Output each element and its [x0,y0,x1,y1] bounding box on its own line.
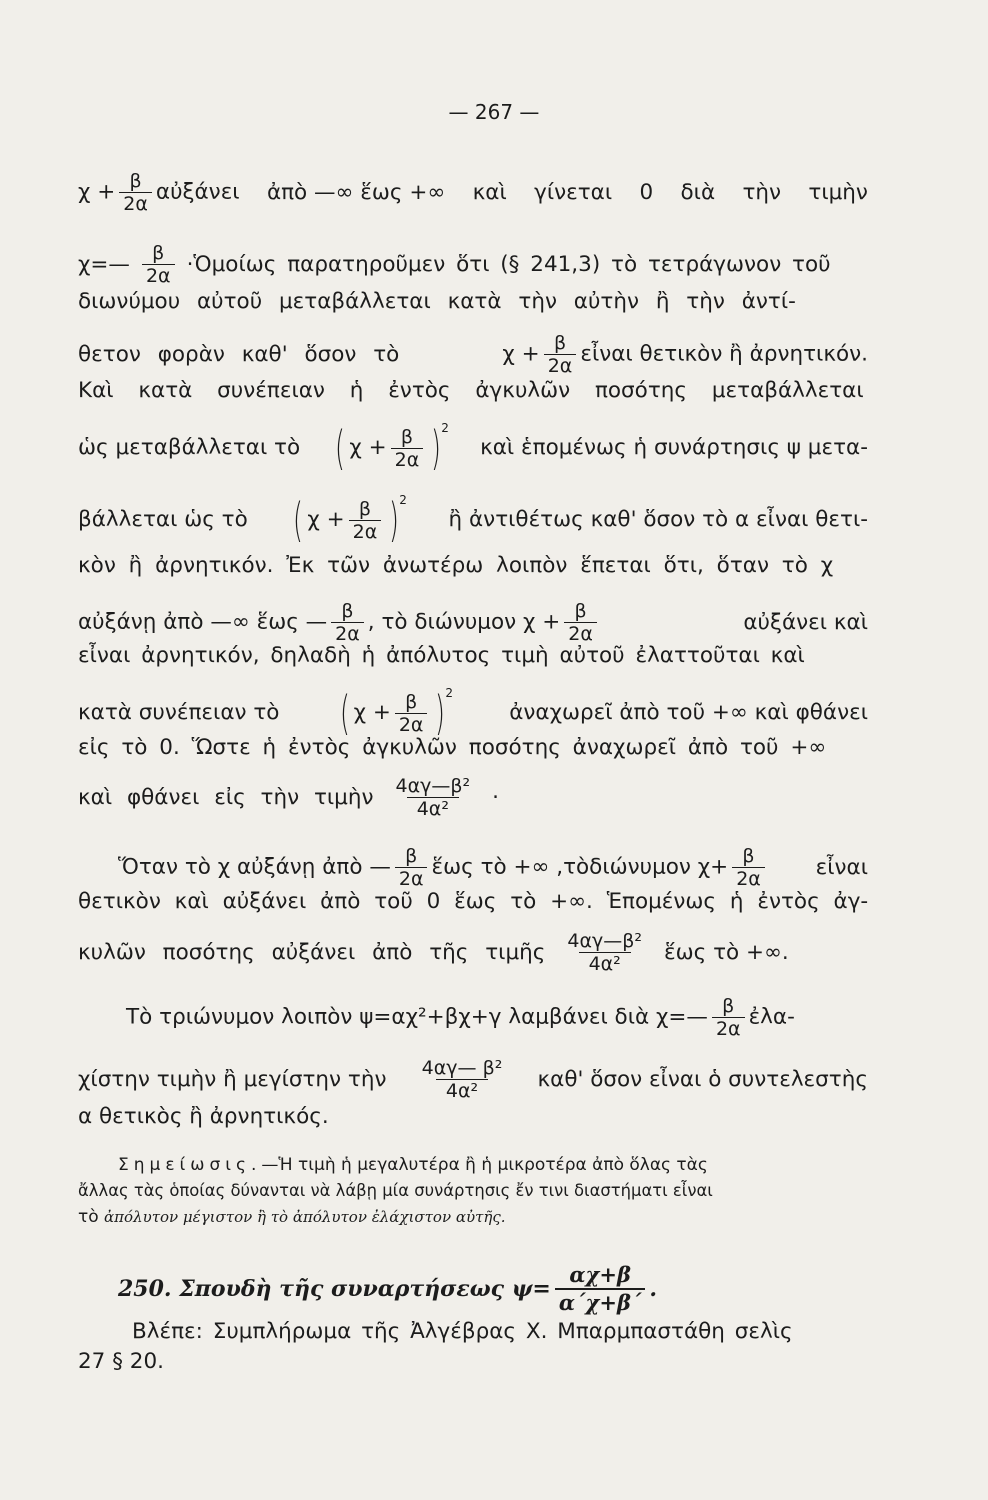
squared-binomial: ( χ + $\frac{\beta}{2\alpha}$ ) $^2$ [339,686,454,740]
text-line-15: θετικὸν καὶ αὐξάνει ἀπὸ τοῦ 0 ἕως τὸ +∞. Ἑπομένως ἡ ἐντὸς ἀγ- [78,889,869,914]
text-line-9: αὐξάνῃ ἀπὸ —∞ ἕως — $\frac{\beta}{2\alpha}$ , τὸ διώνυμον χ + $\frac{\beta}{2\alpha}$ αὐξάνει καὶ [78,600,868,645]
text-line-3: διωνύμου αὐτοῦ μεταβάλλεται κατὰ τὴν αὐτὴν ἢ τὴν ἀντί- [78,289,796,314]
section-heading-250: 250. Σπουδὴ τῆς συναρτήσεως ψ= $\frac{\alpha\chi+\beta}{\alpha΄\chi+\beta΄}$ . [118,1262,658,1315]
text-line-11: κατὰ συνέπειαν τὸ ( χ + $\frac{\beta}{2\alpha}$ ) $^2$ ἀναχωρεῖ ἀπὸ τοῦ +∞ καὶ φθάνει [78,686,868,740]
fraction-beta-over-2alpha: $\frac{\beta}{2\alpha}$ [544,332,577,377]
note-line-2: ἄλλας τὰς ὁποίας δύνανται νὰ λάβῃ μία συνάρτησις ἔν τινι διαστήματι εἶναι [78,1181,713,1200]
text-line-10: εἶναι ἀρνητικόν, δηλαδὴ ἡ ἀπόλυτος τιμὴ αὐτοῦ ἐλαττοῦται καὶ [78,643,805,668]
text-line-1: χ + $\frac{\beta}{2\alpha}$ αὐξάνει ἀπὸ —∞ ἕως +∞ καὶ γίνεται 0 διὰ τὴν τιμὴν [78,170,868,215]
text-line-8: κὸν ἢ ἀρνητικόν. Ἐκ τῶν ἀνωτέρω λοιπὸν ἕπεται ὅτι, ὅταν τὸ χ [78,553,834,578]
squared-binomial: ( χ + $\frac{\beta}{2\alpha}$ ) $^2$ [293,493,407,547]
fraction-beta-over-2alpha: $\frac{\beta}{2\alpha}$ [119,170,152,215]
fraction-discriminant: $\frac{\text{4αγ—β²}}{\text{4α²}}$ [395,775,471,820]
page-number: — 267 — [448,100,540,124]
text-line-7: βάλλεται ὡς τὸ ( χ + $\frac{\beta}{2\alpha}$ ) $^2$ ἢ ἀντιθέτως καθ' ὅσον τὸ α εἶναι θετι- [78,493,868,547]
text-line-14: Ὅταν τὸ χ αὐξάνῃ ἀπὸ — $\frac{\beta}{2\alpha}$ ἕως τὸ +∞ ,τὸδιώνυμον χ+ $\frac{\beta}{2\alpha}$ εἶναι [118,845,868,890]
squared-binomial: ( χ + $\frac{\beta}{2\alpha}$ ) $^2$ [335,421,449,475]
note-label: Σημείωσις. [118,1155,262,1175]
text-line-13: καὶ φθάνει εἰς τὴν τιμὴν $\frac{\text{4αγ—β²}}{\text{4α²}}$ · [78,775,499,820]
text-line-2: χ=— $\frac{\beta}{2\alpha}$ ·Ὁμοίως παρατηροῦμεν ὅτι (§ 241,3) τὸ τετράγωνον τοῦ [78,242,831,287]
fraction-section: $\frac{\alpha\chi+\beta}{\alpha΄\chi+\beta΄}$ [555,1262,646,1316]
fraction-discriminant: $\frac{\text{4αγ—β²}}{\text{4α²}}$ [567,930,642,975]
note-line-1: Σημείωσις.—Ἡ τιμὴ ἡ μεγαλυτέρα ἢ ἡ μικροτέρα ἀπὸ ὅλας τὰς [118,1155,708,1175]
text-line-18: χίστην τιμὴν ἢ μεγίστην τὴν $\frac{\text{4αγ— β²}}{\text{4α²}}$ καθ' ὅσον εἶναι ὁ συντελεστὴς [78,1057,868,1102]
fraction-discriminant: $\frac{\text{4αγ— β²}}{\text{4α²}}$ [421,1057,503,1102]
line1-lead: χ + $\frac{\beta}{2\alpha}$ αὐξάνει [78,170,240,215]
text-line-12: εἰς τὸ 0. Ὥστε ἡ ἐντὸς ἀγκυλῶν ποσότης ἀναχωρεῖ ἀπὸ τοῦ +∞ [78,735,827,760]
text-line-6: ὡς μεταβάλλεται τὸ ( χ + $\frac{\beta}{2\alpha}$ ) $^2$ καὶ ἑπομένως ἡ συνάρτησις ψ μετα- [78,421,868,475]
note-line-3: τὸ ἀπόλυτον μέγιστον ἢ τὸ ἀπόλυτον ἐλάχιστον αὐτῆς. [78,1207,506,1227]
text-line-19: α θετικὸς ἢ ἀρνητικός. [78,1104,329,1129]
text-line-17: Τὸ τριώνυμον λοιπὸν ψ=αχ²+βχ+γ λαμβάνει διὰ χ=— $\frac{\beta}{2\alpha}$ ἐλα- [126,995,795,1040]
see-line-2: 27 § 20. [78,1349,164,1374]
text-line-16: κυλῶν ποσότης αὐξάνει ἀπὸ τῆς τιμῆς $\frac{\text{4αγ—β²}}{\text{4α²}}$ ἕως τὸ +∞. [78,930,789,975]
text-line-4: θετον φορὰν καθ' ὅσον τὸ χ + $\frac{\beta}{2\alpha}$ εἶναι θετικὸν ἢ ἀρνητικόν. [78,332,868,377]
fraction-beta-over-2alpha: $\frac{\beta}{2\alpha}$ [142,242,175,287]
text-line-5: Καὶ κατὰ συνέπειαν ἡ ἐντὸς ἀγκυλῶν ποσότης μεταβάλλεται [78,378,864,403]
see-line-1: Βλέπε: Συμπλήρωμα τῆς Ἀλγέβρας Χ. Μπαρμπαστάθη σελὶς [132,1319,793,1344]
